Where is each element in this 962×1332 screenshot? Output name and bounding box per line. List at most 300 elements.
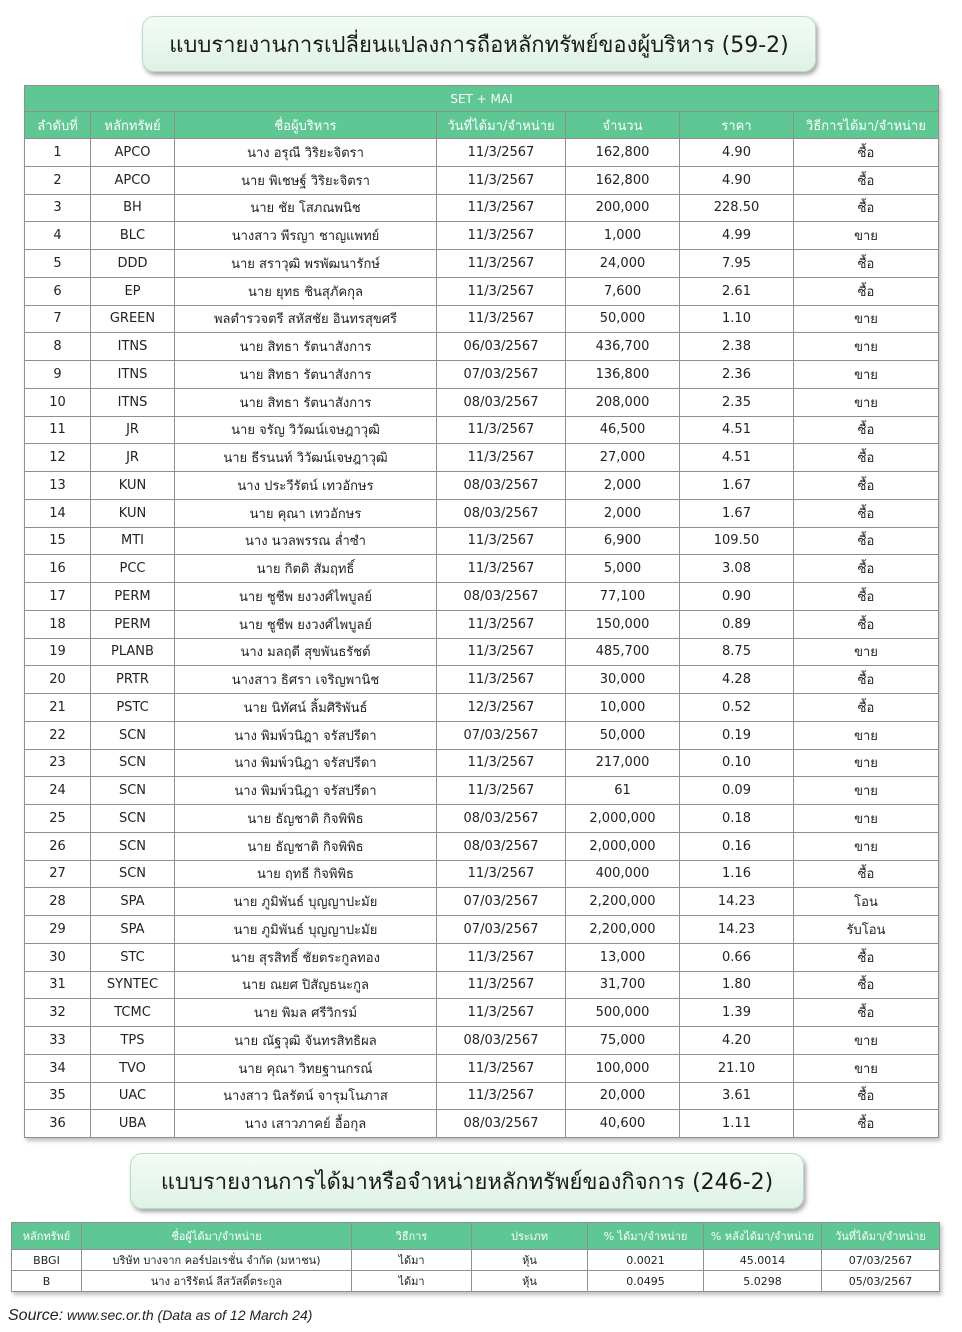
table-cell: 13 — [25, 472, 91, 500]
table-cell: 06/03/2567 — [437, 333, 566, 361]
table-cell: 0.18 — [680, 805, 794, 833]
table-cell: 27,000 — [566, 444, 680, 472]
table-cell: ซื้อ — [794, 444, 939, 472]
column-header: จำนวน — [566, 112, 680, 139]
table-cell: ขาย — [794, 361, 939, 389]
table-cell: 2,200,000 — [566, 916, 680, 944]
table-cell: 40,600 — [566, 1110, 680, 1138]
table-cell: นาง พิมพ์วนิฎา จรัสปรีดา — [175, 721, 437, 749]
table-cell: 17 — [25, 583, 91, 611]
table-cell: TCMC — [91, 999, 175, 1027]
table-row — [25, 277, 939, 305]
table-cell: 5.0298 — [704, 1271, 822, 1292]
column-header: ชื่อผู้บริหาร — [175, 112, 437, 139]
table-row — [25, 250, 939, 278]
table-cell: 0.09 — [680, 777, 794, 805]
table-cell: ขาย — [794, 388, 939, 416]
table-cell: 19 — [25, 638, 91, 666]
table-cell: 500,000 — [566, 999, 680, 1027]
table-cell: นาง นวลพรรณ ล่ำซำ — [175, 527, 437, 555]
table-cell: 11/3/2567 — [437, 1054, 566, 1082]
table-cell: 1.80 — [680, 971, 794, 999]
column-header: ประเภท — [472, 1223, 588, 1250]
table-cell: 8 — [25, 333, 91, 361]
executive-holdings-table — [24, 85, 939, 1138]
table-cell: นาย จรัญ วิวัฒน์เจษฎาวุฒิ — [175, 416, 437, 444]
table-cell: 15 — [25, 527, 91, 555]
acq-header-row — [12, 1223, 940, 1250]
table-cell: นาย ชัย โสภณพนิช — [175, 194, 437, 222]
table-cell: 0.66 — [680, 943, 794, 971]
table-cell: 12 — [25, 444, 91, 472]
table-cell: GREEN — [91, 305, 175, 333]
table-cell: SCN — [91, 805, 175, 833]
table-cell: BH — [91, 194, 175, 222]
table-cell: 24,000 — [566, 250, 680, 278]
column-header: % หลังได้มา/จำหน่าย — [704, 1223, 822, 1250]
table-cell: 11/3/2567 — [437, 943, 566, 971]
table-cell: 4.90 — [680, 139, 794, 167]
table-cell: 4.99 — [680, 222, 794, 250]
table-cell: ได้มา — [352, 1271, 472, 1292]
table-row — [25, 166, 939, 194]
table-row — [25, 416, 939, 444]
table-cell: รับโอน — [794, 916, 939, 944]
table-cell: MTI — [91, 527, 175, 555]
table-cell: 1,000 — [566, 222, 680, 250]
table-cell: 400,000 — [566, 860, 680, 888]
table-cell: นางสาว ธิศรา เจริญพานิช — [175, 666, 437, 694]
table-cell: นาง พิมพ์วนิฎา จรัสปรีดา — [175, 777, 437, 805]
table-cell: 0.52 — [680, 694, 794, 722]
table-cell: ITNS — [91, 333, 175, 361]
table-cell: 7.95 — [680, 250, 794, 278]
table-cell: 2.35 — [680, 388, 794, 416]
table-cell: นาย ชูชีพ ยงวงศ์ไพบูลย์ — [175, 583, 437, 611]
table-cell: 11/3/2567 — [437, 555, 566, 583]
table-row — [25, 721, 939, 749]
table-cell: นาง อรุณี วิริยะจิตรา — [175, 139, 437, 167]
column-header: ลำดับที่ — [25, 112, 91, 139]
table-cell: นาย ณัฐวุฒิ จันทรสิทธิผล — [175, 1027, 437, 1055]
table-cell: 200,000 — [566, 194, 680, 222]
table-cell: 1 — [25, 139, 91, 167]
table-cell: บริษัท บางจาก คอร์ปอเรชั่น จำกัด (มหาชน) — [82, 1250, 352, 1271]
table-row — [25, 888, 939, 916]
table-cell: ซื้อ — [794, 194, 939, 222]
table-cell: ซื้อ — [794, 139, 939, 167]
table-cell: 13,000 — [566, 943, 680, 971]
table-cell: 11/3/2567 — [437, 1082, 566, 1110]
table-row — [25, 666, 939, 694]
table-cell: 11/3/2567 — [437, 222, 566, 250]
table-row — [25, 139, 939, 167]
table-cell: นาง เสาวภาคย์ อื้อกุล — [175, 1110, 437, 1138]
table-cell: นาย คุณา วิทยฐานกรณ์ — [175, 1054, 437, 1082]
acquisition-report-title: แบบรายงานการได้มาหรือจำหน่ายหลักทรัพย์ของกิจการ (246-2) — [130, 1153, 804, 1209]
table-cell: 24 — [25, 777, 91, 805]
column-header: วิธีการ — [352, 1223, 472, 1250]
table-cell: 22 — [25, 721, 91, 749]
table-cell: นาง ประวีรัตน์ เทวอักษร — [175, 472, 437, 500]
table-cell: นาย ยุทธ ชินสุภัคกุล — [175, 277, 437, 305]
table-cell: ซื้อ — [794, 860, 939, 888]
table-cell: 23 — [25, 749, 91, 777]
table-cell: 08/03/2567 — [437, 583, 566, 611]
table-cell: 0.16 — [680, 832, 794, 860]
table-cell: 21.10 — [680, 1054, 794, 1082]
table-cell: ซื้อ — [794, 666, 939, 694]
table-cell: 485,700 — [566, 638, 680, 666]
table-cell: B — [12, 1271, 82, 1292]
table-cell: 3.08 — [680, 555, 794, 583]
table-cell: 4.90 — [680, 166, 794, 194]
table-cell: ซื้อ — [794, 999, 939, 1027]
table-cell: ITNS — [91, 361, 175, 389]
table-row — [25, 583, 939, 611]
table-cell: 162,800 — [566, 139, 680, 167]
table-cell: 11/3/2567 — [437, 194, 566, 222]
column-header: หลักทรัพย์ — [12, 1223, 82, 1250]
table-cell: JR — [91, 444, 175, 472]
table-cell: SPA — [91, 916, 175, 944]
table-cell: ซื้อ — [794, 277, 939, 305]
acq-row — [12, 1250, 940, 1271]
table-cell: 2,000,000 — [566, 805, 680, 833]
table-row — [25, 860, 939, 888]
table-cell: นาย ฤทธี กิจพิพิธ — [175, 860, 437, 888]
table-cell: 3.61 — [680, 1082, 794, 1110]
table-row — [25, 555, 939, 583]
table-cell: 136,800 — [566, 361, 680, 389]
table-cell: 11/3/2567 — [437, 999, 566, 1027]
table-cell: SPA — [91, 888, 175, 916]
table-cell: ซื้อ — [794, 1082, 939, 1110]
table-cell: 08/03/2567 — [437, 1027, 566, 1055]
table-row — [25, 499, 939, 527]
table-cell: 2.38 — [680, 333, 794, 361]
table-row — [25, 305, 939, 333]
table-cell: 7 — [25, 305, 91, 333]
table-cell: 08/03/2567 — [437, 499, 566, 527]
table-cell: BBGI — [12, 1250, 82, 1271]
table-cell: ขาย — [794, 749, 939, 777]
table-row — [25, 1054, 939, 1082]
table-cell: APCO — [91, 139, 175, 167]
table-cell: 162,800 — [566, 166, 680, 194]
table-cell: ขาย — [794, 1054, 939, 1082]
table-cell: JR — [91, 416, 175, 444]
table-cell: 11/3/2567 — [437, 305, 566, 333]
table-cell: ซื้อ — [794, 694, 939, 722]
table-cell: ITNS — [91, 388, 175, 416]
table-cell: 26 — [25, 832, 91, 860]
table-cell: นาย ธัญชาติ กิจพิพิธ — [175, 832, 437, 860]
table-cell: 10 — [25, 388, 91, 416]
table-cell: 28 — [25, 888, 91, 916]
table-cell: 4 — [25, 222, 91, 250]
table-cell: 07/03/2567 — [822, 1250, 940, 1271]
table-cell: นาย ธัญชาติ กิจพิพิธ — [175, 805, 437, 833]
table-cell: 11/3/2567 — [437, 971, 566, 999]
table-cell: นาย นิทัศน์ ลิ้มศิริพันธ์ — [175, 694, 437, 722]
table-cell: 150,000 — [566, 610, 680, 638]
table-cell: 08/03/2567 — [437, 472, 566, 500]
table-cell: 46,500 — [566, 416, 680, 444]
table-cell: SCN — [91, 721, 175, 749]
table-cell: 4.51 — [680, 444, 794, 472]
source-text: www.sec.or.th (Data as of 12 March 24) — [67, 1307, 313, 1323]
table-cell: 1.11 — [680, 1110, 794, 1138]
table-cell: 45.0014 — [704, 1250, 822, 1271]
table-row — [25, 1082, 939, 1110]
table-cell: 08/03/2567 — [437, 388, 566, 416]
table-cell: นาย สราวุฒิ พรพัฒนารักษ์ — [175, 250, 437, 278]
table-cell: นาย ณยศ ปิสัญธนะกูล — [175, 971, 437, 999]
table-cell: นาย คุณา เทวอักษร — [175, 499, 437, 527]
table-cell: 0.10 — [680, 749, 794, 777]
table-row — [25, 610, 939, 638]
table-cell: 11/3/2567 — [437, 638, 566, 666]
table-row — [25, 805, 939, 833]
table-cell: KUN — [91, 472, 175, 500]
table-cell: 21 — [25, 694, 91, 722]
table-cell: นาย สุรสิทธิ์ ชัยตระกูลทอง — [175, 943, 437, 971]
table-cell: 75,000 — [566, 1027, 680, 1055]
table-cell: ซื้อ — [794, 610, 939, 638]
table-cell: ขาย — [794, 638, 939, 666]
table-cell: ขาย — [794, 832, 939, 860]
table-cell: 25 — [25, 805, 91, 833]
table-cell: PRTR — [91, 666, 175, 694]
table-cell: ขาย — [794, 721, 939, 749]
table-cell: 11/3/2567 — [437, 250, 566, 278]
table-cell: นาย สิทธา รัตนาสังการ — [175, 388, 437, 416]
table-cell: นาย กิตติ สัมฤทธิ์ — [175, 555, 437, 583]
table-cell: 07/03/2567 — [437, 361, 566, 389]
table-cell: 34 — [25, 1054, 91, 1082]
table-cell: PERM — [91, 583, 175, 611]
table-cell: 2,200,000 — [566, 888, 680, 916]
table-cell: BLC — [91, 222, 175, 250]
table-row — [25, 222, 939, 250]
table-cell: 14 — [25, 499, 91, 527]
table-cell: ขาย — [794, 777, 939, 805]
table-cell: 16 — [25, 555, 91, 583]
table-row — [25, 971, 939, 999]
market-label: SET + MAI — [25, 86, 939, 112]
table-cell: ซื้อ — [794, 943, 939, 971]
table-cell: EP — [91, 277, 175, 305]
table-cell: 0.0021 — [588, 1250, 704, 1271]
column-header: วิธีการได้มา/จำหน่าย — [794, 112, 939, 139]
table-cell: 08/03/2567 — [437, 805, 566, 833]
table-row — [25, 1027, 939, 1055]
table-cell: SCN — [91, 832, 175, 860]
table-cell: 4.20 — [680, 1027, 794, 1055]
table-header-row — [25, 112, 939, 139]
table-cell: นาง มลฤดี สุขพันธรัชต์ — [175, 638, 437, 666]
table-cell: นาย สิทธา รัตนาสังการ — [175, 333, 437, 361]
table-cell: 11/3/2567 — [437, 860, 566, 888]
table-cell: 2 — [25, 166, 91, 194]
table-cell: 9 — [25, 361, 91, 389]
table-row — [25, 333, 939, 361]
table-cell: 11/3/2567 — [437, 777, 566, 805]
table-cell: KUN — [91, 499, 175, 527]
table-cell: SCN — [91, 777, 175, 805]
table-cell: 18 — [25, 610, 91, 638]
table-cell: นาย ชูชีพ ยงวงศ์ไพบูลย์ — [175, 610, 437, 638]
main-report-title: แบบรายงานการเปลี่ยนแปลงการถือหลักทรัพย์ของผู้บริหาร (59-2) — [142, 16, 816, 72]
table-cell: 33 — [25, 1027, 91, 1055]
acq-row — [12, 1271, 940, 1292]
table-cell: นาย ภูมิพันธ์ บุญญาปะมัย — [175, 888, 437, 916]
table-cell: PSTC — [91, 694, 175, 722]
table-cell: PLANB — [91, 638, 175, 666]
table-cell: STC — [91, 943, 175, 971]
table-row — [25, 638, 939, 666]
table-cell: 0.90 — [680, 583, 794, 611]
table-cell: 35 — [25, 1082, 91, 1110]
table-cell: 3 — [25, 194, 91, 222]
table-cell: 11/3/2567 — [437, 139, 566, 167]
table-cell: โอน — [794, 888, 939, 916]
table-cell: ซื้อ — [794, 166, 939, 194]
column-header: หลักทรัพย์ — [91, 112, 175, 139]
table-cell: ซื้อ — [794, 527, 939, 555]
table-cell: 11/3/2567 — [437, 277, 566, 305]
column-header: % ได้มา/จำหน่าย — [588, 1223, 704, 1250]
table-cell: PCC — [91, 555, 175, 583]
column-header: วันที่ได้มา/จำหน่าย — [822, 1223, 940, 1250]
table-cell: นางสาว พีรญา ชาญแพทย์ — [175, 222, 437, 250]
table-cell: ซื้อ — [794, 971, 939, 999]
table-row — [25, 527, 939, 555]
table-cell: 20 — [25, 666, 91, 694]
table-cell: 4.51 — [680, 416, 794, 444]
table-cell: 20,000 — [566, 1082, 680, 1110]
table-cell: ขาย — [794, 1027, 939, 1055]
table-cell: 0.89 — [680, 610, 794, 638]
table-cell: 436,700 — [566, 333, 680, 361]
table-cell: ขาย — [794, 805, 939, 833]
table-row — [25, 1110, 939, 1138]
table-cell: SCN — [91, 860, 175, 888]
table-cell: นางสาว นิลรัตน์ จารุมโนภาส — [175, 1082, 437, 1110]
table-row — [25, 999, 939, 1027]
table-cell: 4.28 — [680, 666, 794, 694]
table-cell: 08/03/2567 — [437, 1110, 566, 1138]
table-row — [25, 777, 939, 805]
table-cell: 08/03/2567 — [437, 832, 566, 860]
table-cell: 31,700 — [566, 971, 680, 999]
table-cell: 1.67 — [680, 472, 794, 500]
table-cell: 05/03/2567 — [822, 1271, 940, 1292]
table-cell: ซื้อ — [794, 1110, 939, 1138]
table-row — [25, 832, 939, 860]
table-cell: 32 — [25, 999, 91, 1027]
table-cell: 36 — [25, 1110, 91, 1138]
table-cell: 11/3/2567 — [437, 666, 566, 694]
table-cell: 10,000 — [566, 694, 680, 722]
table-cell: SCN — [91, 749, 175, 777]
column-header: ชื่อผู้ได้มา/จำหน่าย — [82, 1223, 352, 1250]
table-cell: พลตำรวจตรี สหัสชัย อินทรสุขศรี — [175, 305, 437, 333]
table-cell: 1.67 — [680, 499, 794, 527]
table-cell: นาย พิมล ศรีวิกรม์ — [175, 999, 437, 1027]
table-cell: 5 — [25, 250, 91, 278]
table-cell: 2,000 — [566, 499, 680, 527]
table-cell: DDD — [91, 250, 175, 278]
table-cell: 208,000 — [566, 388, 680, 416]
table-row — [25, 444, 939, 472]
column-header: วันที่ได้มา/จำหน่าย — [437, 112, 566, 139]
table-cell: นาย พิเชษฐ์ วิริยะจิตรา — [175, 166, 437, 194]
table-cell: 11/3/2567 — [437, 444, 566, 472]
table-cell: 07/03/2567 — [437, 721, 566, 749]
table-cell: 27 — [25, 860, 91, 888]
table-cell: ซื้อ — [794, 416, 939, 444]
table-cell: 11/3/2567 — [437, 527, 566, 555]
table-cell: 07/03/2567 — [437, 916, 566, 944]
table-cell: 61 — [566, 777, 680, 805]
table-cell: TVO — [91, 1054, 175, 1082]
table-cell: 50,000 — [566, 305, 680, 333]
table-row — [25, 943, 939, 971]
table-cell: 14.23 — [680, 888, 794, 916]
table-cell: หุ้น — [472, 1271, 588, 1292]
column-header: ราคา — [680, 112, 794, 139]
table-cell: 6 — [25, 277, 91, 305]
table-cell: นาย สิทธา รัตนาสังการ — [175, 361, 437, 389]
table-cell: 11/3/2567 — [437, 416, 566, 444]
table-cell: ขาย — [794, 333, 939, 361]
table-cell: นาง พิมพ์วนิฎา จรัสปรีดา — [175, 749, 437, 777]
table-cell: 11/3/2567 — [437, 749, 566, 777]
table-cell: นาย ภูมิพันธ์ บุญญาปะมัย — [175, 916, 437, 944]
table-cell: 1.10 — [680, 305, 794, 333]
table-cell: 30,000 — [566, 666, 680, 694]
table-row — [25, 194, 939, 222]
source-lead: Source: — [8, 1307, 64, 1324]
table-row — [25, 388, 939, 416]
table-cell: ซื้อ — [794, 499, 939, 527]
table-cell: PERM — [91, 610, 175, 638]
table-cell: ซื้อ — [794, 583, 939, 611]
table-cell: 2,000,000 — [566, 832, 680, 860]
table-cell: 1.16 — [680, 860, 794, 888]
table-cell: UAC — [91, 1082, 175, 1110]
table-cell: ซื้อ — [794, 472, 939, 500]
table-row — [25, 694, 939, 722]
table-cell: ขาย — [794, 305, 939, 333]
table-cell: 11/3/2567 — [437, 166, 566, 194]
table-cell: 77,100 — [566, 583, 680, 611]
table-cell: 6,900 — [566, 527, 680, 555]
table-row — [25, 749, 939, 777]
acquisition-table — [11, 1222, 940, 1292]
table-row — [25, 361, 939, 389]
table-cell: 11/3/2567 — [437, 610, 566, 638]
table-cell: นาง อารีรัตน์ ลีสวัสดิ์ตระกูล — [82, 1271, 352, 1292]
table-cell: 12/3/2567 — [437, 694, 566, 722]
table-cell: ขาย — [794, 222, 939, 250]
table-cell: 109.50 — [680, 527, 794, 555]
table-cell: 29 — [25, 916, 91, 944]
table-cell: 217,000 — [566, 749, 680, 777]
table-cell: 100,000 — [566, 1054, 680, 1082]
